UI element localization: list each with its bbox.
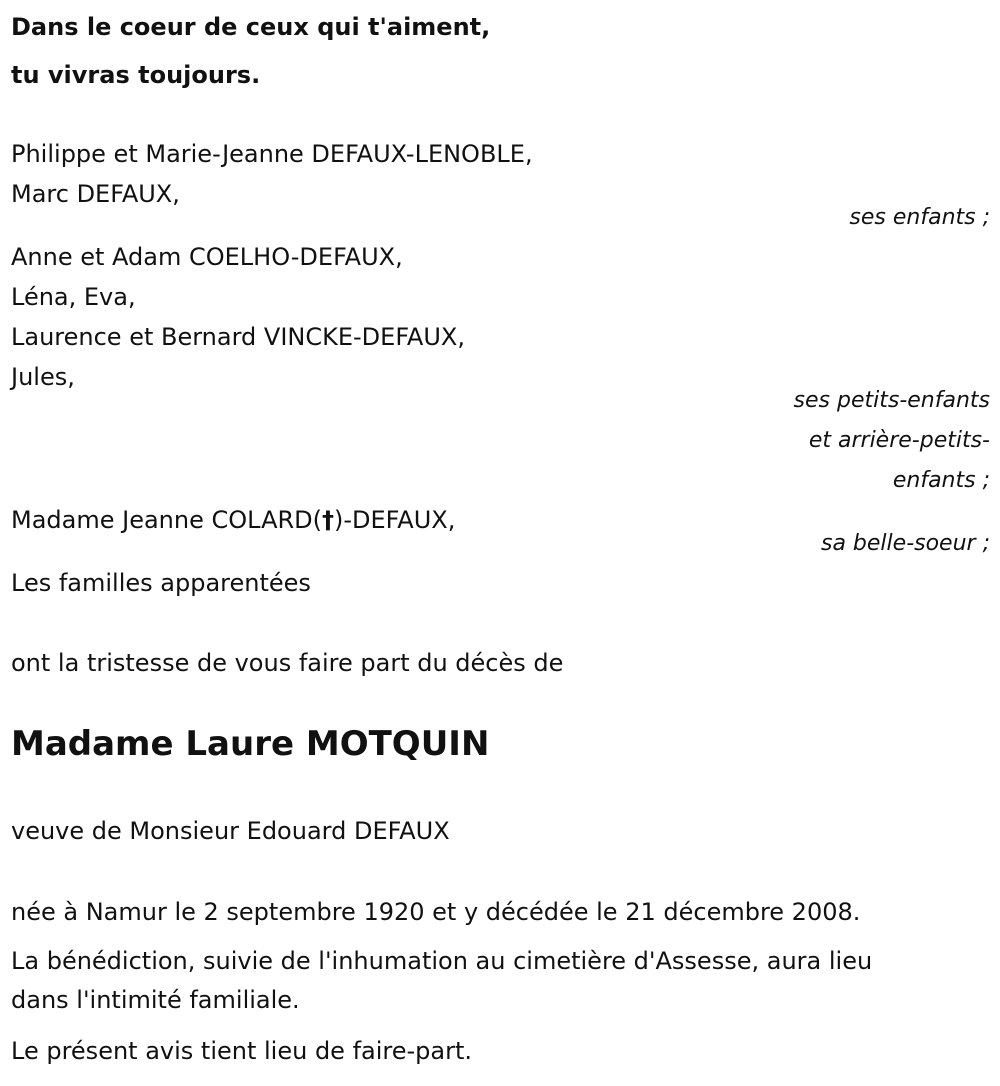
ceremony-line: La bénédiction, suivie de l'inhumation au cimetière d'Assesse, aura lieu: [11, 947, 873, 975]
grandchildren-relation-line: ses petits-enfants: [793, 388, 990, 413]
families-line: Les familles apparentées: [11, 569, 311, 597]
grandchildren-relation-line: et arrière-petits-: [808, 428, 990, 453]
epigraph-line-1: Dans le coeur de ceux qui t'aiment,: [11, 13, 491, 41]
deceased-name: Madame Laure MOTQUIN: [11, 724, 490, 764]
grandchildren-relation-line: enfants ;: [892, 468, 990, 493]
sister-in-law-relation: sa belle-soeur ;: [821, 531, 990, 556]
closing: Le présent avis tient lieu de faire-part.: [11, 1037, 473, 1065]
epigraph-line-2: tu vivras toujours.: [11, 61, 261, 89]
announcement: ont la tristesse de vous faire part du décès de: [11, 649, 564, 677]
name-part: )-DEFAUX,: [334, 506, 456, 534]
name-part: Madame Jeanne COLARD(: [11, 506, 323, 534]
child-name: Philippe et Marie-Jeanne DEFAUX-LENOBLE,: [11, 140, 533, 168]
ceremony-line: dans l'intimité familiale.: [11, 986, 300, 1014]
grandchild-name: Anne et Adam COELHO-DEFAUX,: [11, 243, 403, 271]
birth-death: née à Namur le 2 septembre 1920 et y décédée le 21 décembre 2008.: [11, 898, 861, 926]
grandchild-name: Laurence et Bernard VINCKE-DEFAUX,: [11, 323, 465, 351]
grandchild-name: Léna, Eva,: [11, 283, 136, 311]
cross-icon: †: [322, 506, 335, 534]
sister-in-law-name: [11, 505, 455, 535]
child-name: Marc DEFAUX,: [11, 180, 180, 208]
widow-of: veuve de Monsieur Edouard DEFAUX: [11, 817, 450, 845]
grandchild-name: Jules,: [11, 363, 75, 391]
children-relation: ses enfants ;: [849, 205, 990, 230]
